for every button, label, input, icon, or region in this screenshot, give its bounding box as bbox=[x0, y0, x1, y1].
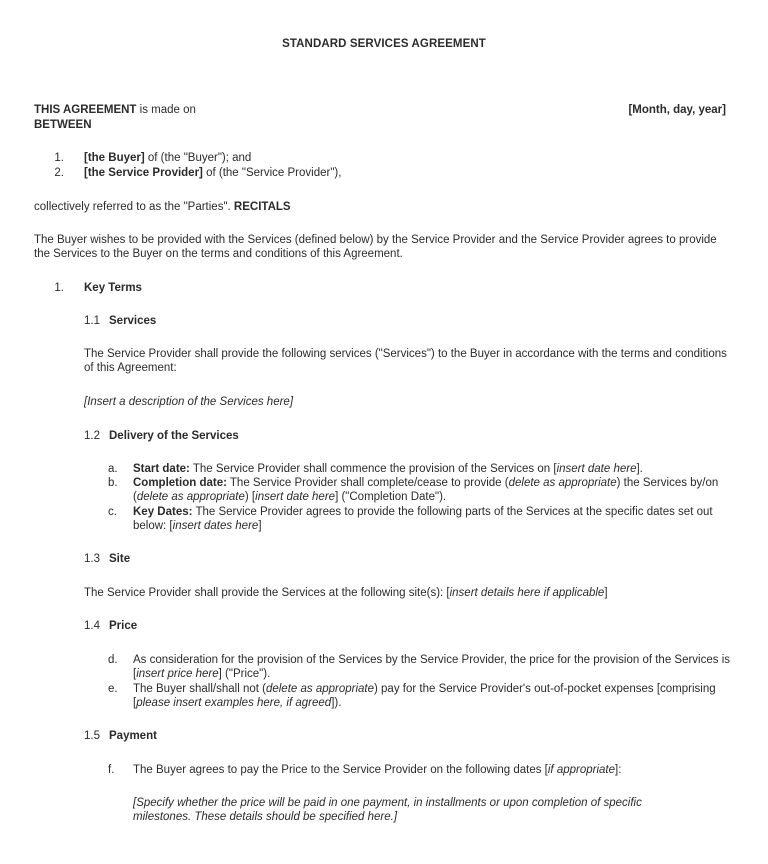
recitals-heading: RECITALS bbox=[233, 201, 291, 213]
party-description: of (the "Buyer"); and bbox=[144, 152, 252, 164]
section-title: Key Terms bbox=[84, 282, 142, 294]
item-text: The Service Provider shall complete/cease to provide ( bbox=[226, 477, 509, 489]
section-title: Delivery of the Services bbox=[109, 430, 239, 442]
services-placeholder: [Insert a description of the Services here] bbox=[84, 396, 294, 408]
recital-paragraph: The Buyer wishes to be provided with the Services (defined below) by the Service Provider and the Service Provider agrees to provide the Services to the Buyer on the terms and conditions of this Agreement. bbox=[34, 234, 717, 260]
section-title: Site bbox=[109, 553, 131, 565]
party-number: 1. bbox=[54, 152, 64, 164]
site-paragraph bbox=[84, 586, 734, 600]
item-bold: Completion date: bbox=[133, 477, 227, 489]
item-italic: delete as appropriate bbox=[136, 491, 245, 503]
agreement-intro bbox=[34, 103, 196, 117]
item-text: ) [ bbox=[244, 491, 256, 503]
section-number: 1.2 bbox=[84, 430, 100, 442]
item-text: ) pay for the Service Provider's out-of-pocket expenses [comprising [ bbox=[133, 683, 716, 709]
section-title: Price bbox=[109, 620, 138, 632]
item-end: ]. bbox=[636, 463, 643, 475]
item-italic: delete as appropriate bbox=[265, 683, 375, 695]
party-description: of (the "Service Provider"), bbox=[202, 167, 342, 179]
party-name: [the Service Provider] bbox=[84, 167, 203, 179]
item-end: ] ("Price"). bbox=[218, 668, 271, 680]
collectively-text: collectively referred to as the "Parties". bbox=[34, 201, 234, 213]
item-text: The Buyer shall/shall not ( bbox=[133, 683, 266, 695]
item-end: ]). bbox=[331, 697, 342, 709]
item-end: ]: bbox=[615, 764, 622, 776]
payment-instruction-note: [Specify whether the price will be paid in one payment, in installments or upon completion of specific milestones. These details should be specified here.] bbox=[133, 797, 642, 823]
item-label: c. bbox=[108, 506, 117, 518]
party-name: [the Buyer] bbox=[84, 152, 145, 164]
item-italic: insert price here bbox=[136, 668, 219, 680]
item-label: b. bbox=[108, 477, 118, 489]
item-end: ] ("Completion Date"). bbox=[335, 491, 447, 503]
between-label: BETWEEN bbox=[34, 119, 92, 131]
agreement-label: THIS AGREEMENT bbox=[34, 104, 137, 116]
section-number: 1.5 bbox=[84, 730, 100, 742]
item-italic: insert date here bbox=[556, 463, 637, 475]
item-label: f. bbox=[108, 764, 115, 776]
item-bold: Key Dates: bbox=[133, 506, 193, 518]
section-number: 1. bbox=[54, 282, 64, 294]
section-title: Services bbox=[109, 315, 157, 327]
item-text: The Buyer agrees to pay the Price to the Service Provider on the following dates [ bbox=[133, 764, 548, 776]
section-number: 1.3 bbox=[84, 553, 100, 565]
item-text: The Service Provider shall commence the provision of the Services on [ bbox=[189, 463, 557, 475]
services-paragraph: The Service Provider shall provide the following services ("Services") to the Buyer in accordance with the terms and conditions of this Agreement: bbox=[84, 348, 727, 374]
agreement-made-on: is made on bbox=[136, 104, 196, 116]
site-italic: insert details here if applicable bbox=[449, 587, 605, 599]
item-italic: delete as appropriate bbox=[508, 477, 617, 489]
item-text: ) the Services by/on ( bbox=[133, 477, 719, 503]
item-italic: insert date here bbox=[255, 491, 336, 503]
item-label: d. bbox=[108, 654, 118, 666]
site-end: ] bbox=[604, 587, 608, 599]
item-italic: if appropriate bbox=[547, 764, 615, 776]
item-italic: please insert examples here, if agreed bbox=[136, 697, 332, 709]
item-label: a. bbox=[108, 463, 118, 475]
date-placeholder: [Month, day, year] bbox=[628, 104, 726, 116]
section-number: 1.4 bbox=[84, 620, 100, 632]
item-italic: insert dates here bbox=[172, 520, 259, 532]
site-text: The Service Provider shall provide the Services at the following site(s): [ bbox=[84, 587, 450, 599]
document-title: STANDARD SERVICES AGREEMENT bbox=[282, 38, 486, 50]
item-label: e. bbox=[108, 683, 118, 695]
section-title: Payment bbox=[109, 730, 157, 742]
party-number: 2. bbox=[54, 167, 64, 179]
item-bold: Start date: bbox=[133, 463, 190, 475]
collectively-line bbox=[34, 200, 291, 214]
item-text: As consideration for the provision of the Services by the Service Provider, the price for the provision of the Services is [ bbox=[133, 654, 731, 680]
section-number: 1.1 bbox=[84, 315, 100, 327]
item-text: The Service Provider agrees to provide the following parts of the Services at the specific dates set out below: [ bbox=[133, 506, 713, 532]
item-end: ] bbox=[258, 520, 262, 532]
